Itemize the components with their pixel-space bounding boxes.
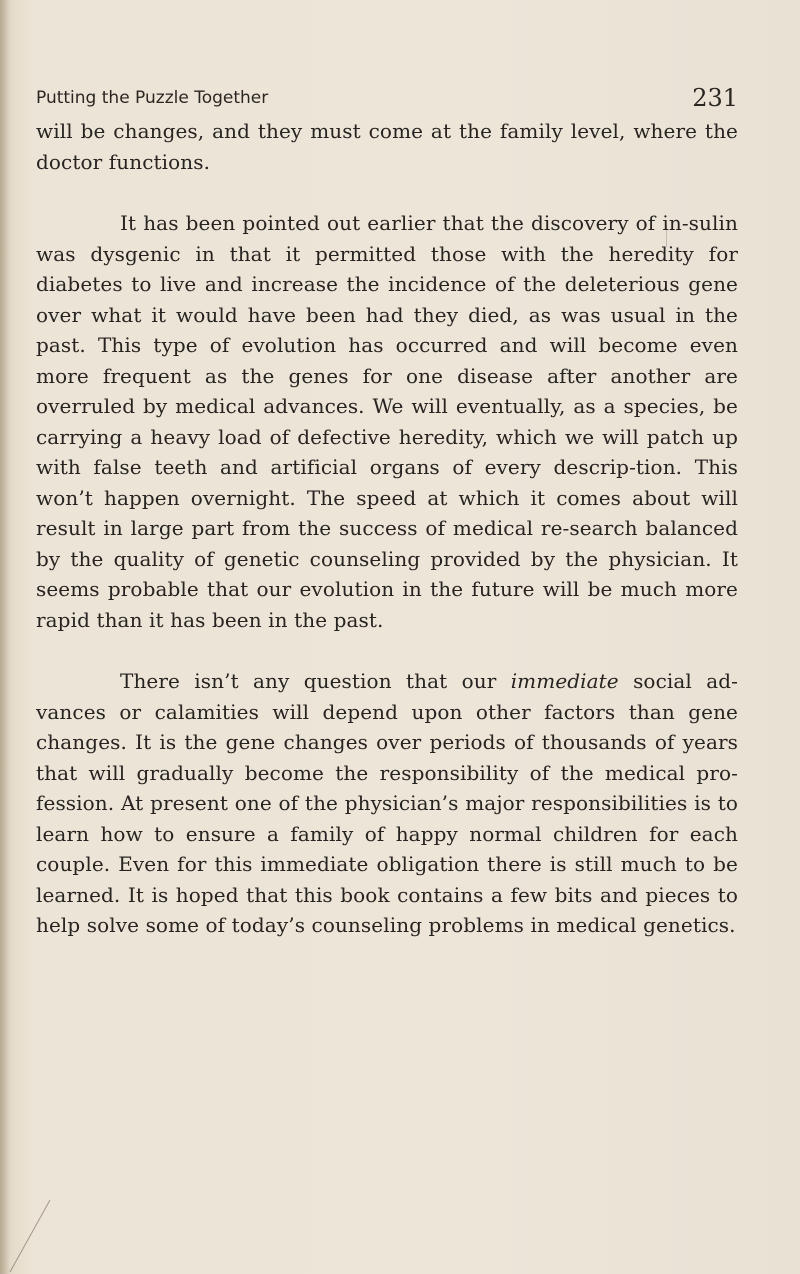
paragraph-1: will be changes, and they must come at the family level, where the doctor functions. [36,119,738,174]
corner-pencil-mark [0,1180,60,1274]
paragraph-3-start: There isn’t any question that our [120,669,511,693]
emphasis-immediate: immediate [510,669,619,693]
paragraph-2: It has been pointed out earlier that the discovery of in-sulin was dysgenic in that it permitted those with the heredity for diabetes to live and increase the incidence of the deleterious gene over what it would have been had they died, as was usual in the past. This type of evolution has occurred and will become even more frequent as the genes for one disease after another are overruled by medical advances. We will eventually, as a species, be carrying a heavy load of defective heredity, which we will patch up with false teeth and artificial organs of every descrip-tion. This won’t happen overnight. The speed at which it comes about will result in large part from the success of medical re-search balanced by the quality of genetic counseling provided by the physician. It seems probable that our evolution in the future will be much more rapid than it has been in the past. [36,211,738,632]
spine-shadow [0,0,10,1274]
paragraph-3-end: social ad-vances or calamities will depend upon other factors than gene changes. It is the gene changes over periods of thousands of years that will gradually become the responsibility of the medical pro-fession. At present one of the physician’s major responsibilities is to learn how to ensure a family of happy normal children for each couple. Even for this immediate obligation there is still much to be learned. It is hoped that this book contains a few bits and pieces to help solve some of today’s counseling problems in medical genetics. [36,669,738,937]
body-text [36,116,738,941]
running-head [36,84,738,120]
paragraph-3 [36,666,738,941]
running-title: Putting the Puzzle Together [36,88,269,108]
page-number: 231 [692,84,738,112]
